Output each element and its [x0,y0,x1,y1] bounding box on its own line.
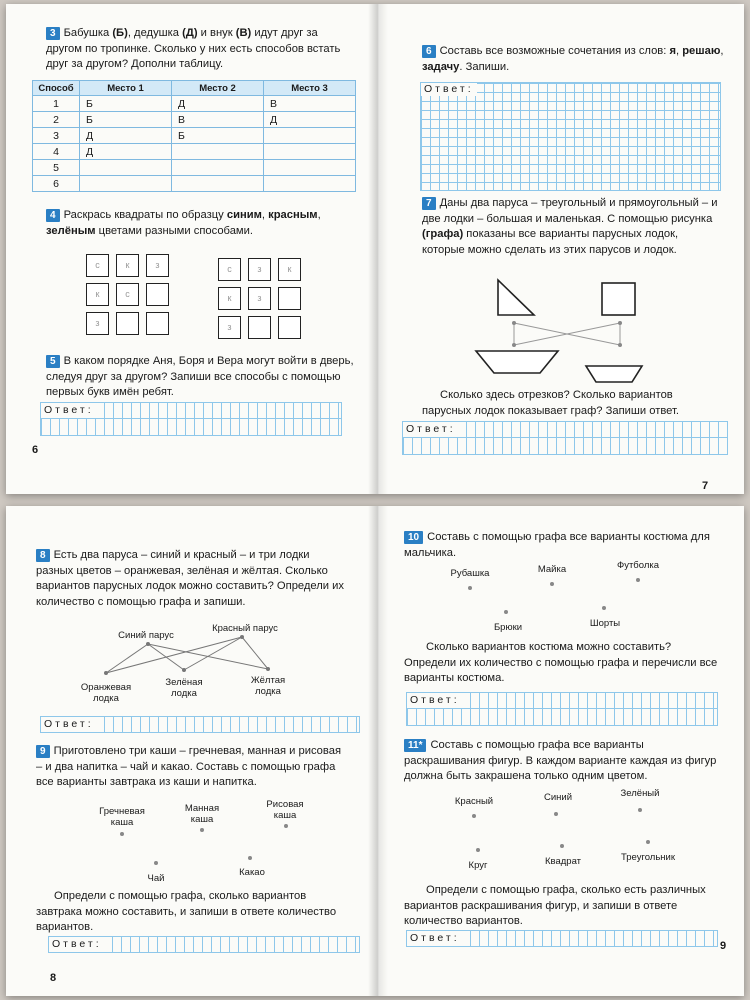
node-label-rice: Рисовая каша [266,799,304,821]
answer-label: Ответ: [407,931,463,946]
table-row [33,128,356,144]
book-gutter [368,506,388,996]
page-9 [388,506,744,996]
graph-vertex [550,582,554,586]
table-header-row [33,81,356,96]
graph-vertex [154,861,158,865]
table-cell[interactable] [80,176,172,192]
node-label-green-boat: Зелёная лодка [165,677,203,699]
task-6-text: 6 Составь все возможные сочетания из слов: я, решаю, задачу. Запиши. [422,45,724,73]
table-cell[interactable] [263,160,355,176]
task-number: 4 [46,209,60,222]
graph-vertex [602,606,606,610]
table-cell: 2 [33,112,80,128]
table-cell[interactable] [80,160,172,176]
node-label-circle: Круг [468,860,488,871]
node-label-tanktop: Майка [537,564,567,575]
graph-vertex [120,832,124,836]
graph-vertex [248,856,252,860]
node-label-blue: Синий [543,792,573,803]
task-9-text: 9 Приготовлено три каши – гречневая, манная и рисовая – и два напитка – чай и какао. Составь с помощью графа все варианты завтрака из каши и напитка. [36,745,342,788]
task-9-question: Определи с помощью графа, сколько вариантов завтрака можно составить, и запиши в ответе количество вариантов. [36,890,337,933]
color-square[interactable]: з [86,312,109,335]
node-label-orange-boat: Оранжевая лодка [80,682,132,704]
node-label-trousers: Брюки [493,622,523,633]
table-cell[interactable] [263,128,355,144]
table-row [33,144,356,160]
table-row [33,112,356,128]
node-label-shirt: Рубашка [450,568,490,579]
color-square[interactable]: к [218,287,241,310]
task-3-text: 3 Бабушка (Б), дедушка (Д) и внук (В) идут друг за другом по тропинке. Сколько у них есть способов встать друг за другом? Дополни таблицу. [46,27,341,70]
small-boat [586,366,642,382]
table-cell[interactable]: Д [80,128,172,144]
node-label-green: Зелёный [620,788,660,799]
table-header-cell: Место 3 [263,81,355,96]
graph-vertex [618,321,622,325]
task-number: 7 [422,197,436,210]
answer-label: Ответ: [49,937,105,952]
answer-field[interactable] [406,930,718,947]
table-cell[interactable]: Б [172,128,264,144]
graph-vertex [512,321,516,325]
color-square[interactable]: з [248,287,271,310]
node-label-triangle: Треугольник [620,852,675,863]
spread-pages-6-7 [6,4,744,494]
table-cell: 6 [33,176,80,192]
book-gutter [368,4,388,494]
color-square[interactable]: с [218,258,241,281]
node-label-cocoa: Какао [239,867,265,878]
task-number: 3 [46,27,60,40]
graph-vertex [638,808,642,812]
task-11-question: Определи с помощью графа, сколько есть различных вариантов раскрашивания фигур, и запиши в ответе количество вариантов. [404,884,706,927]
page-number: 6 [32,444,39,456]
spread-pages-8-9 [6,506,744,996]
task-7-question: Сколько здесь отрезков? Сколько вариантов парусных лодок показывает граф? Запиши ответ. [422,389,679,417]
task-number: 5 [46,355,60,368]
table-cell: 4 [33,144,80,160]
graph-vertex [468,586,472,590]
graph-vertex [646,840,650,844]
task-7-text: 7 Даны два паруса – треугольный и прямоугольный – и две лодки – большая и маленькая. С помощью рисунка (графа) показаны все варианты парусных лодок, которые можно сделать из этих парусов и лодок. [422,197,718,256]
color-square[interactable] [248,316,271,339]
table-row [33,176,356,192]
color-square[interactable]: з [146,254,169,277]
task-number: 6 [422,45,436,58]
triangle-sail [498,280,534,315]
answer-label: Ответ: [403,422,459,437]
table-cell: 1 [33,96,80,112]
answer-field[interactable] [406,692,718,709]
table-cell[interactable]: В [172,112,264,128]
graph-vertex [512,343,516,347]
color-square[interactable]: с [116,283,139,306]
graph-vertex [472,814,476,818]
answer-label: Ответ: [421,83,477,96]
table-cell[interactable]: Д [263,112,355,128]
task-number: 9 [36,745,50,758]
answer-field[interactable] [40,716,360,733]
graph-vertex [476,848,480,852]
page-number: 8 [50,972,57,984]
answer-label: Ответ: [41,403,97,418]
page-number: 7 [702,480,709,492]
table-header-cell: Место 2 [172,81,264,96]
node-label-red-sail: Красный парус [212,623,278,634]
ways-table [32,80,356,192]
page-7 [388,4,744,494]
table-cell[interactable] [172,144,264,160]
node-label-yellow-boat: Жёлтая лодка [250,675,286,697]
node-label-buckwheat: Гречневая каша [99,806,145,828]
graph-vertex [200,828,204,832]
color-square[interactable] [146,312,169,335]
node-label-shorts: Шорты [589,618,621,629]
color-square[interactable]: к [86,283,109,306]
page-6 [6,4,370,494]
task-4-text: 4 Раскрась квадраты по образцу синим, красным, зелёным цветами разными способами. [46,209,321,237]
table-cell[interactable]: Б [80,112,172,128]
color-square[interactable] [116,312,139,335]
color-square[interactable]: к [116,254,139,277]
color-square[interactable]: з [248,258,271,281]
table-cell[interactable] [263,176,355,192]
node-label-tea: Чай [147,873,165,884]
color-square[interactable] [146,283,169,306]
answer-field[interactable] [402,421,728,438]
task-number: 11* [404,739,426,752]
graph-vertex [284,824,288,828]
answer-field-line2[interactable] [40,419,342,436]
page-8 [6,506,370,996]
table-cell[interactable]: Д [172,96,264,112]
color-square[interactable] [278,316,301,339]
task-10-question: Сколько вариантов костюма можно составить? Определи их количество с помощью графа и перечисли все варианты костюма. [404,641,718,684]
table-row [33,160,356,176]
color-square[interactable]: з [218,316,241,339]
square-sail [602,283,635,315]
task-8-text: 8 Есть два паруса – синий и красный – и три лодки разных цветов – оранжевая, зелёная и жёлтая. Сколько вариантов парусных лодок можно составить? Определи их количество с помощью графа и запиши. [36,549,344,608]
graph-vertex [504,610,508,614]
color-square[interactable]: с [86,254,109,277]
answer-field-line2[interactable] [402,438,728,455]
task-5-text: 5 В каком порядке Аня, Боря и Вера могут войти в дверь, следуя друг за другом? Запиши все способы с помощью первых букв имён ребят. [46,355,354,398]
color-square[interactable]: к [278,258,301,281]
table-header-cell: Место 1 [80,81,172,96]
table-header-cell: Способ [33,81,80,96]
answer-field[interactable] [48,936,360,953]
task-number: 8 [36,549,50,562]
table-row [33,96,356,112]
task-11-text: 11* Составь с помощью графа все варианты раскрашивания фигур. В каждом варианте каждая из фигур должна быть закрашена только одним цветом. [404,739,717,782]
table-cell[interactable]: Б [80,96,172,112]
answer-label: Ответ: [407,693,463,708]
color-square[interactable] [278,287,301,310]
node-label-red: Красный [454,796,494,807]
table-cell[interactable] [263,144,355,160]
task-10-text: 10 Составь с помощью графа все варианты костюма для мальчика. [404,531,710,559]
table-cell[interactable]: В [263,96,355,112]
big-boat [476,351,558,373]
graph-vertex [636,578,640,582]
table-cell[interactable] [172,160,264,176]
node-label-square: Квадрат [544,856,581,867]
graph-vertex [554,812,558,816]
task-number: 10 [404,531,423,544]
graph-vertex [618,343,622,347]
graph-vertex [560,844,564,848]
table-cell[interactable] [172,176,264,192]
page-number: 9 [720,940,727,952]
answer-field-line2[interactable] [406,709,718,726]
table-cell: 5 [33,160,80,176]
node-label-blue-sail: Синий парус [118,630,174,641]
node-label-semolina: Манная каша [184,803,220,825]
answer-label: Ответ: [41,717,97,732]
table-cell: 3 [33,128,80,144]
answer-field[interactable] [40,402,342,419]
table-cell[interactable]: Д [80,144,172,160]
node-label-tshirt: Футболка [616,560,660,571]
